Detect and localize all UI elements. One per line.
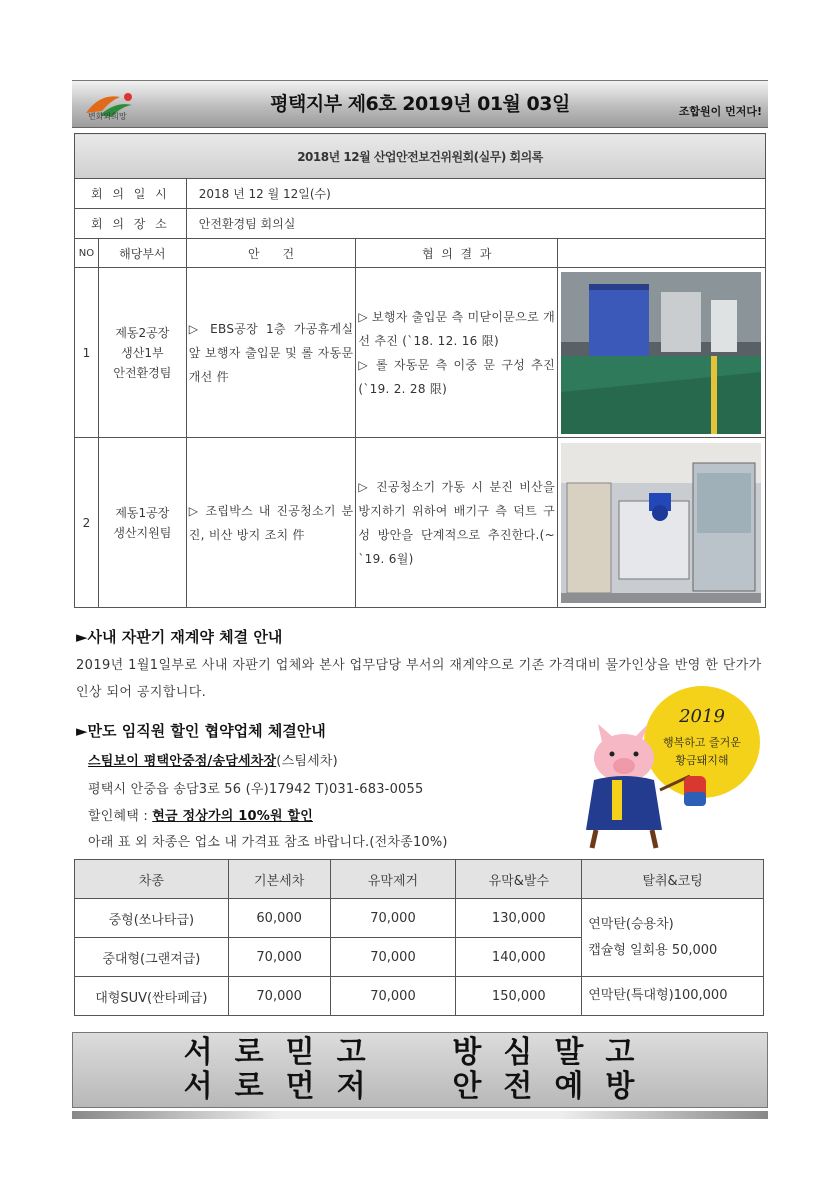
logo-text: 변화와희망 bbox=[88, 112, 127, 121]
price-oilwater: 140,000 bbox=[456, 938, 582, 977]
table-row bbox=[75, 899, 764, 938]
dept-line: 제동2공장 bbox=[115, 325, 170, 340]
col-header-agenda: 안 건 bbox=[186, 239, 356, 268]
car-type: 중형(쏘나타급) bbox=[75, 899, 229, 938]
price-col-basic: 기본세차 bbox=[228, 860, 330, 899]
car-type: 중대형(그랜져급) bbox=[75, 938, 229, 977]
slogan-line-1: 서로믿고 방심말고 bbox=[183, 1035, 657, 1070]
illustration-caption-1: 행복하고 즐거운 bbox=[663, 736, 741, 749]
meeting-date-value: 2018 년 12 월 12일(수) bbox=[186, 179, 765, 209]
benefit-line bbox=[88, 805, 313, 824]
vendor-suffix: (스팀세차) bbox=[276, 754, 338, 769]
newsletter-header bbox=[72, 80, 768, 128]
dept-line: 제동1공장 bbox=[115, 505, 170, 520]
price-oil: 70,000 bbox=[330, 977, 456, 1016]
result-line: ▷ 진공청소기 가동 시 분진 비산을 방지하기 위하여 배기구 측 덕트 구성 방안을 단계적으로 추진한다.(~ `19. 6월) bbox=[358, 479, 555, 566]
price-coating-merged bbox=[582, 899, 764, 977]
golden-pig-illustration bbox=[572, 680, 772, 855]
meeting-place-label: 회 의 장 소 bbox=[75, 209, 187, 239]
price-basic: 70,000 bbox=[228, 977, 330, 1016]
price-oilwater: 150,000 bbox=[456, 977, 582, 1016]
col-header-result: 협 의 결 과 bbox=[356, 239, 558, 268]
car-type: 대형SUV(싼타페급) bbox=[75, 977, 229, 1016]
dept-line: 생산지원팀 bbox=[113, 525, 172, 540]
row-agenda: ▷ EBS공장 1층 가공휴게실 앞 보행자 출입문 및 롤 자동문 개선 件 bbox=[186, 268, 356, 438]
price-basic: 60,000 bbox=[228, 899, 330, 938]
table-row bbox=[75, 977, 764, 1016]
vendor-name: 스팀보이 평택안중점/송담세차장 bbox=[88, 754, 277, 769]
table-row bbox=[75, 268, 766, 438]
vending-notice-body: 2019년 1월1일부로 사내 자판기 업체와 본사 업무담당 부서의 재계약으로 기존 가격대비 물가인상을 반영 한 단가가 인상 되어 공지합니다. bbox=[76, 658, 762, 700]
price-col-coating: 탈취&코팅 bbox=[582, 860, 764, 899]
row-dept bbox=[98, 438, 186, 608]
result-line: ▷ 보행자 출입문 측 미닫이문으로 개선 추진 (`18. 12. 16 限) bbox=[358, 309, 555, 348]
col-header-dept: 해당부서 bbox=[98, 239, 186, 268]
benefit-value: 현금 정상가의 10%원 할인 bbox=[152, 809, 313, 824]
vendor-line bbox=[88, 750, 338, 769]
benefit-label: 할인혜택 : bbox=[88, 809, 153, 824]
dept-line: 생산1부 bbox=[121, 345, 164, 360]
price-oilwater: 130,000 bbox=[456, 899, 582, 938]
row-result bbox=[356, 268, 558, 438]
col-header-no: NO bbox=[75, 239, 99, 268]
price-col-oilwater: 유막&발수 bbox=[456, 860, 582, 899]
price-table bbox=[74, 859, 764, 1016]
vending-notice-title: ►사내 자판기 재계약 체결 안내 bbox=[76, 628, 283, 646]
row-dept bbox=[98, 268, 186, 438]
price-oil: 70,000 bbox=[330, 938, 456, 977]
discount-notice-title: ►만도 임직원 할인 협약업체 체결안내 bbox=[76, 722, 326, 740]
illustration-year: 2019 bbox=[679, 706, 725, 727]
row-agenda: ▷ 조립박스 내 진공청소기 분진, 비산 방지 조치 件 bbox=[186, 438, 356, 608]
header-slogan: 조합원이 먼저다! bbox=[678, 105, 762, 118]
factory-door-photo bbox=[561, 272, 761, 434]
table-row bbox=[75, 438, 766, 608]
row-result bbox=[356, 438, 558, 608]
illustration-caption-2: 황금돼지해 bbox=[675, 754, 729, 767]
newsletter-title: 평택지부 제6호 2019년 01월 03일 bbox=[270, 93, 570, 115]
footer-divider bbox=[72, 1111, 768, 1119]
price-col-type: 차종 bbox=[75, 860, 229, 899]
result-line: ▷ 롤 자동문 측 이중 문 구성 추진 (`19. 2. 28 限) bbox=[358, 357, 555, 396]
meeting-place-value: 안전환경팀 회의실 bbox=[186, 209, 765, 239]
price-oil: 70,000 bbox=[330, 899, 456, 938]
col-header-photo bbox=[557, 239, 765, 268]
dept-line: 안전환경팀 bbox=[113, 365, 172, 380]
slogan-line-2: 서로먼저 안전예방 bbox=[183, 1069, 657, 1104]
price-basic: 70,000 bbox=[228, 938, 330, 977]
row-no: 2 bbox=[75, 438, 99, 608]
minutes-title: 2018년 12월 산업안전보건위원회(실무) 회의록 bbox=[75, 134, 766, 179]
price-coating-last: 연막탄(특대형)100,000 bbox=[582, 977, 764, 1016]
meeting-date-label: 회 의 일 시 bbox=[75, 179, 187, 209]
minutes-table bbox=[74, 133, 766, 608]
vendor-address: 평택시 안중읍 송담3로 56 (우)17942 T)031-683-0055 bbox=[88, 782, 424, 797]
row-no: 1 bbox=[75, 268, 99, 438]
price-note: 아래 표 외 차종은 업소 내 가격표 참조 바랍니다.(전차종10%) bbox=[88, 835, 448, 850]
coating-line: 연막탄(승용차) bbox=[588, 916, 674, 932]
price-col-oil: 유막제거 bbox=[330, 860, 456, 899]
safety-slogan-banner bbox=[72, 1032, 768, 1108]
vacuum-cleaner-photo bbox=[561, 443, 761, 603]
coating-line: 캡슐형 일회용 50,000 bbox=[588, 942, 718, 958]
row-photo bbox=[557, 438, 765, 608]
row-photo bbox=[557, 268, 765, 438]
